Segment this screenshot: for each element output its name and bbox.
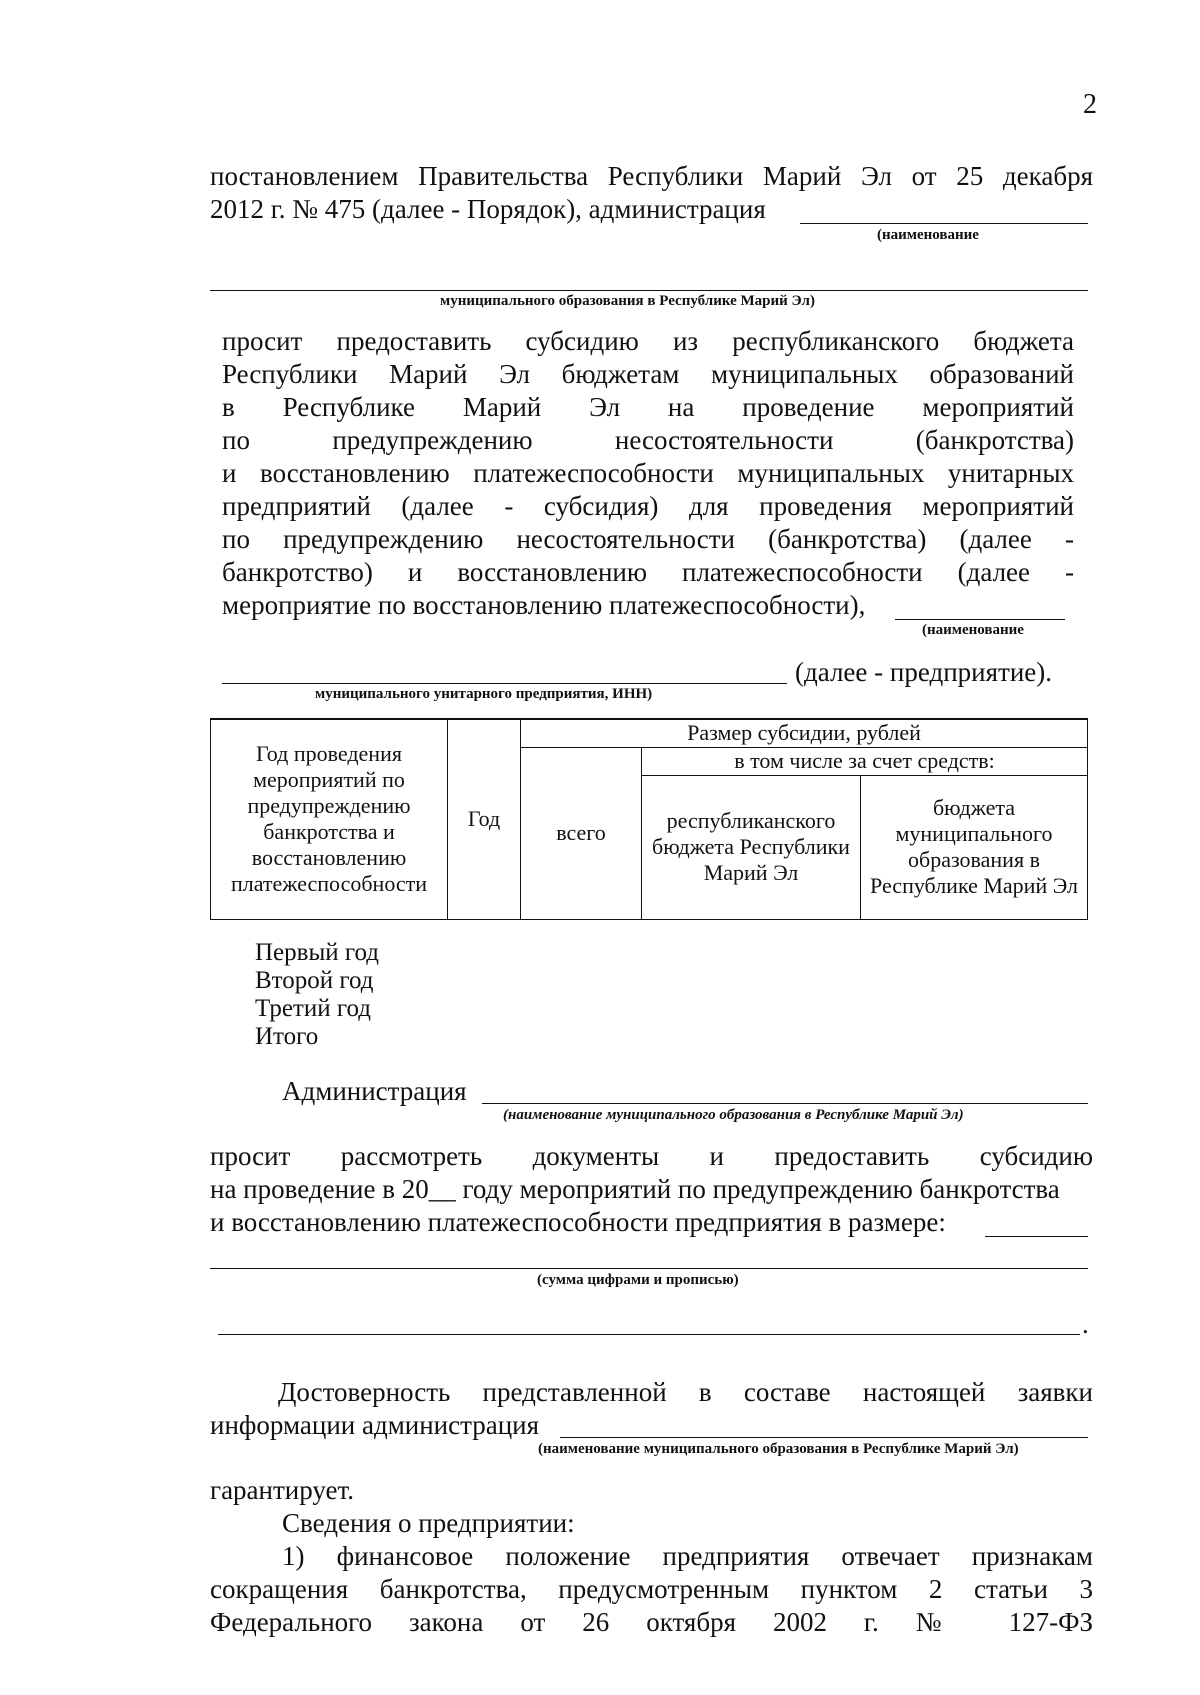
- page-number: 2: [1083, 89, 1097, 120]
- col-including: в том числе за счет средств:: [642, 747, 1088, 775]
- col-year-of-measures: Год проведения мероприятий по предупреждению банкротства и восстановлению платежеспособности: [211, 719, 448, 919]
- admin-label: Администрация: [282, 1076, 467, 1106]
- enterprise-name-blank-1: [895, 619, 1065, 620]
- admin-line-1: просит рассмотреть документы и предоставить субсидию: [210, 1141, 1093, 1171]
- info-p1-line-3: Федерального закона от 26 октября 2002 г. № 127-ФЗ: [210, 1607, 1093, 1637]
- caption-sum: (сумма цифрами и прописью): [537, 1272, 739, 1288]
- reliability-line-3: гарантирует.: [210, 1475, 355, 1505]
- caption-inn: муниципального унитарного предприятия, ИНН): [315, 686, 653, 702]
- request-line-5: и восстановлению платежеспособности муниципальных унитарных: [222, 458, 1074, 488]
- request-line-6: предприятий (далее - субсидия) для проведения мероприятий: [222, 491, 1074, 521]
- admin-blank: [482, 1103, 1088, 1104]
- amount-blank-2: [210, 1268, 1088, 1269]
- info-p1-line-2: сокращения банкротства, предусмотренным пунктом 2 статьи 3: [210, 1574, 1093, 1604]
- info-p1-line-1: 1) финансовое положение предприятия отвечает признакам: [282, 1541, 1093, 1571]
- admin-line-3: и восстановлению платежеспособности предприятия в размере:: [210, 1207, 946, 1237]
- caption-naimenovanie-2: (наименование: [922, 622, 1024, 638]
- request-line-8: банкротство) и восстановлению платежеспособности (далее -: [222, 557, 1074, 587]
- reliability-line-2: информации администрация: [210, 1410, 540, 1440]
- intro-line-2: 2012 г. № 475 (далее - Порядок), администрация: [210, 194, 766, 224]
- amount-blank-3: [218, 1334, 1080, 1335]
- col-total: всего: [521, 747, 642, 919]
- year-second: Второй год: [255, 967, 374, 994]
- col-municipal-budget: бюджета муниципального образования в Республике Марий Эл: [861, 775, 1088, 919]
- request-line-1: просит предоставить субсидию из республиканского бюджета: [222, 326, 1074, 356]
- col-subsidy-size: Размер субсидии, рублей: [521, 719, 1088, 747]
- caption-mo: муниципального образования в Республике Марий Эл): [440, 293, 815, 309]
- caption-naimenovanie: (наименование: [877, 227, 979, 243]
- enterprise-suffix: (далее - предприятие).: [795, 657, 1052, 687]
- request-line-9: мероприятие по восстановлению платежеспособности),: [222, 590, 866, 620]
- reliability-line-1: Достоверность представленной в составе настоящей заявки: [278, 1377, 1093, 1407]
- enterprise-name-blank-2: [222, 683, 787, 684]
- admin-line-2: на проведение в 20__ году мероприятий по предупреждению банкротства: [210, 1174, 1060, 1204]
- request-line-2: Республики Марий Эл бюджетам муниципальных образований: [222, 359, 1074, 389]
- request-line-4: по предупреждению несостоятельности (банкротства): [222, 425, 1074, 455]
- info-heading: Сведения о предприятии:: [282, 1508, 575, 1538]
- request-line-7: по предупреждению несостоятельности (банкротства) (далее -: [222, 524, 1074, 554]
- col-republican-budget: республиканского бюджета Республики Марий Эл: [642, 775, 861, 919]
- amount-blank-1: [985, 1236, 1088, 1237]
- admin-caption: (наименование муниципального образования в Республике Марий Эл): [503, 1107, 964, 1123]
- request-line-3: в Республике Марий Эл на проведение мероприятий: [222, 392, 1074, 422]
- reliability-blank: [560, 1437, 1088, 1438]
- col-year: Год: [448, 719, 521, 919]
- year-total: Итого: [255, 1023, 319, 1050]
- amount-dot: .: [1082, 1309, 1089, 1339]
- intro-line-1: постановлением Правительства Республики Марий Эл от 25 декабря: [210, 161, 1093, 191]
- mo-name-blank: [210, 290, 1088, 291]
- admin-name-blank: [800, 223, 1088, 224]
- subsidy-table: [210, 718, 1088, 920]
- reliability-caption: (наименование муниципального образования в Республике Марий Эл): [538, 1441, 1019, 1457]
- year-third: Третий год: [255, 995, 371, 1022]
- year-first: Первый год: [255, 939, 380, 966]
